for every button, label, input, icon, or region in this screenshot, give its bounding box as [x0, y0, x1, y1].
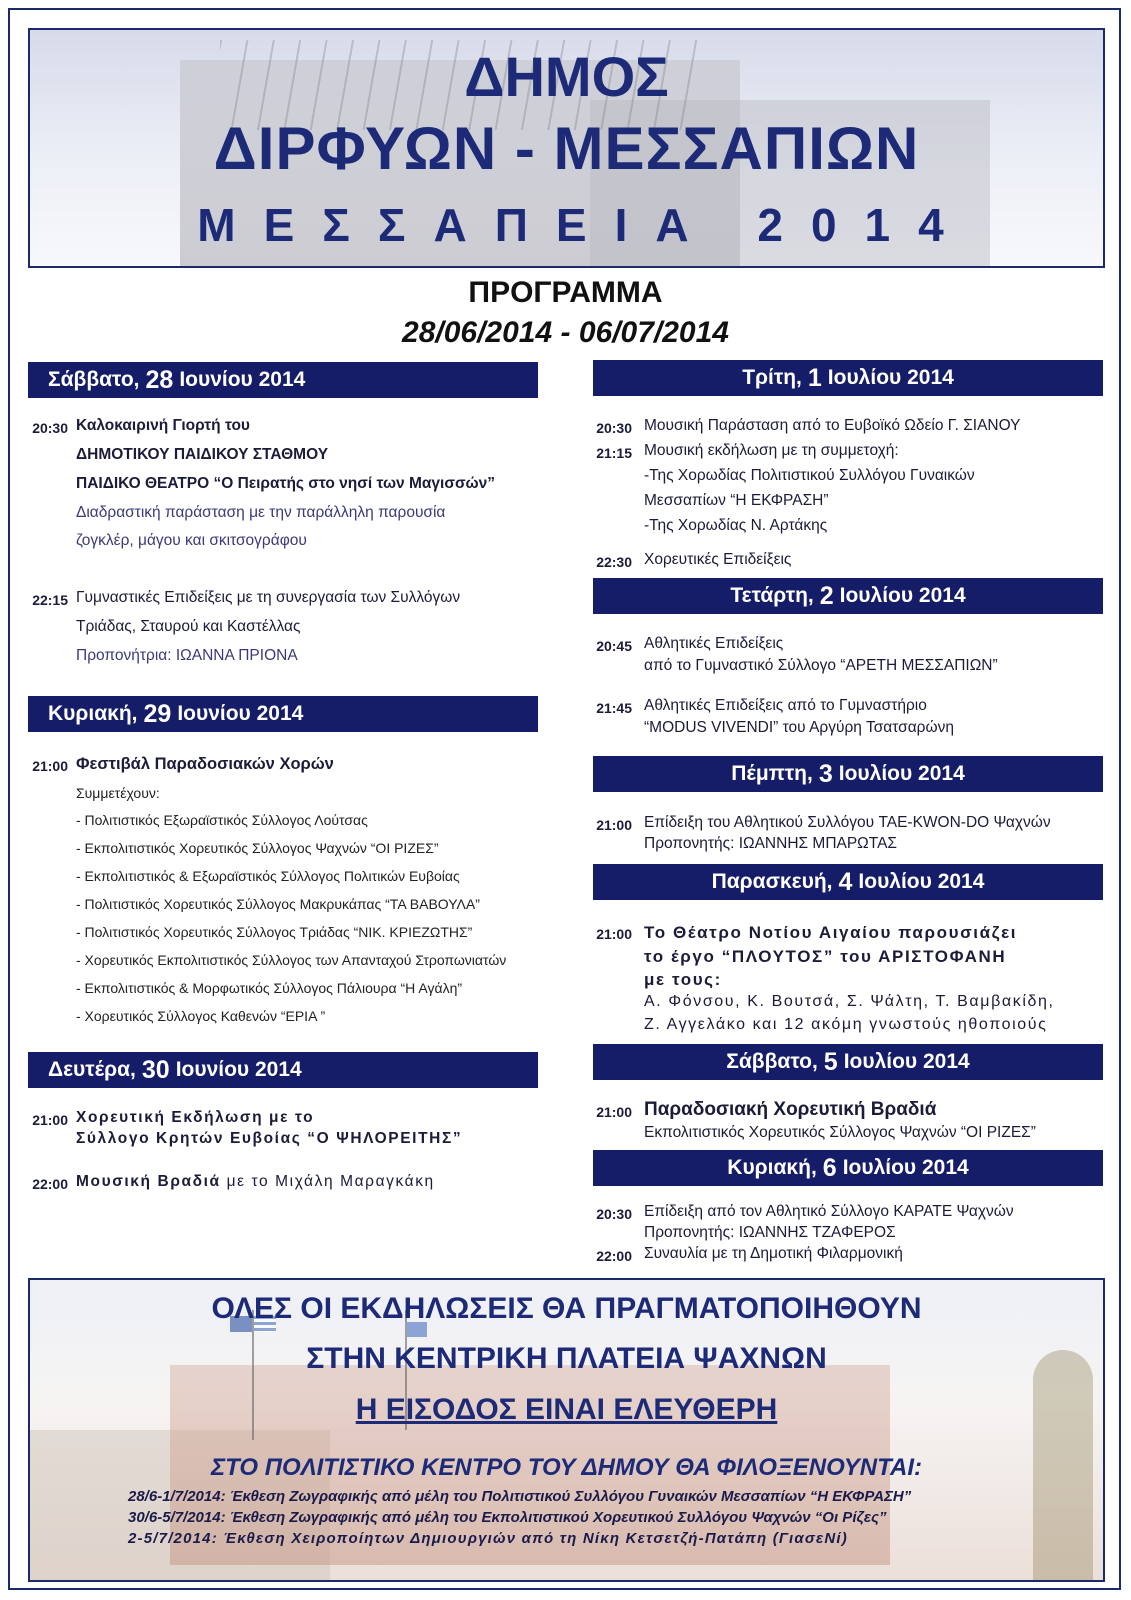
- day-name: Δευτέρα,: [48, 1058, 136, 1081]
- exhibition-item: 28/6-1/7/2014: Έκθεση Ζωγραφικής από μέλη του Πολιτιστικού Συλλόγου Γυναικών Μεσσαπίων “Η ΕΚΦΡΑΣΗ”: [128, 1488, 912, 1505]
- event-title: Γυμναστικές Επιδείξεις με τη συνεργασία των Συλλόγων: [76, 589, 461, 606]
- day-month: Ιουλίου 2014: [839, 584, 966, 607]
- day-header-mon30: [28, 1052, 538, 1088]
- day-number: 3: [818, 759, 833, 788]
- event-time: 21:15: [596, 445, 632, 461]
- day-number: 2: [819, 581, 834, 610]
- day-month: Ιουνίου 2014: [175, 1058, 302, 1081]
- municipality-label: ΔΗΜΟΣ: [464, 45, 669, 108]
- day-name: Τρίτη,: [742, 366, 802, 389]
- participants-label: Συμμετέχουν:: [76, 785, 160, 801]
- event-line: με τους:: [644, 970, 722, 989]
- day-header-sat5: [593, 1044, 1103, 1080]
- event-title: [76, 1174, 435, 1190]
- event-line: -Της Χορωδίας Πολιτιστικού Συλλόγου Γυναικών: [644, 467, 975, 484]
- event-title-rest: με το Μιχάλη Μαραγκάκη: [220, 1173, 435, 1190]
- day-month: Ιουλίου 2014: [858, 870, 985, 893]
- festival-title: ΜΕΣΣΑΠΕΙΑ 2014: [197, 199, 972, 251]
- event-line: Μεσσαπίων “Η ΕΚΦΡΑΣΗ”: [644, 492, 829, 509]
- event-description: Διαδραστική παράσταση με την παράλληλη παρουσία: [76, 504, 446, 521]
- event-line: το έργο “ΠΛΟΥΤΟΣ” του ΑΡΙΣΤΟΦΑΝΗ: [644, 947, 1007, 966]
- event-time: 20:30: [596, 420, 632, 436]
- day-name: Παρασκευή,: [711, 870, 833, 893]
- day-number: 4: [838, 867, 853, 896]
- footer-banner: [28, 1278, 1105, 1582]
- event-title: Καλοκαιρινή Γιορτή του: [76, 417, 250, 434]
- event-title: Το Θέατρο Νοτίου Αιγαίου παρουσιάζει: [644, 923, 1018, 942]
- event-cast: Ζ. Αγγελάκο και 12 ακόμη γνωστούς ηθοποιούς: [644, 1016, 1048, 1033]
- event-title: Επίδειξη του Αθλητικού Συλλόγου TAE-KWON-DO Ψαχνών: [644, 814, 1051, 831]
- participant-item: - Χορευτικός Εκπολιτιστικός Σύλλογος των Απανταχού Στροπωνιατών: [76, 952, 507, 968]
- event-title-bold: Μουσική Βραδιά: [76, 1173, 221, 1190]
- participant-item: - Εκπολιτιστικός Χορευτικός Σύλλογος Ψαχνών “ΟΙ ΡΙΖΕΣ”: [76, 840, 439, 856]
- participant-item: - Πολιτιστικός Χορευτικός Σύλλογος Τριάδας “ΝΙΚ. ΚΡΙΕΖΩΤΗΣ”: [76, 924, 473, 940]
- day-header-thu3: [593, 756, 1103, 792]
- event-time: 21:45: [596, 700, 632, 716]
- event-time: 22:00: [32, 1176, 68, 1192]
- event-time: 20:30: [32, 420, 68, 436]
- event-time: 20:30: [596, 1206, 632, 1222]
- day-header-sun6: [593, 1150, 1103, 1186]
- event-trainer: Προπονητής: ΙΩΑΝΝΗΣ ΜΠΑΡΩΤΑΣ: [644, 835, 898, 852]
- event-time: 22:00: [596, 1248, 632, 1264]
- day-number: 28: [145, 365, 174, 394]
- participant-item: - Πολιτιστικός Χορευτικός Σύλλογος Μακρυκάπας “ΤΑ ΒΑΒΟΥΛΑ”: [76, 896, 480, 912]
- participant-item: - Πολιτιστικός Εξωραϊστικός Σύλλογος Λούτσας: [76, 812, 368, 828]
- event-title: Επίδειξη από τον Αθλητικό Σύλλογο ΚΑΡΑΤΕ Ψαχνών: [644, 1203, 1014, 1220]
- event-title: Μουσική εκδήλωση με τη συμμετοχή:: [644, 442, 899, 459]
- event-title: Αθλητικές Επιδείξεις: [644, 635, 784, 652]
- day-name: Σάββατο,: [726, 1050, 818, 1073]
- event-time: 21:00: [596, 1104, 632, 1120]
- day-name: Σάββατο,: [48, 368, 140, 391]
- day-month: Ιουλίου 2014: [842, 1156, 969, 1179]
- event-trainer: Προπονήτρια: ΙΩΑΝΝΑ ΠΡΙΟΝΑ: [76, 647, 298, 664]
- event-title: Φεστιβάλ Παραδοσιακών Χορών: [76, 755, 334, 773]
- day-header-fri4: [593, 864, 1103, 900]
- participant-item: - Εκπολιτιστικός & Εξωραϊστικός Σύλλογος Πολιτικών Ευβοίας: [76, 868, 460, 884]
- day-month: Ιουνίου 2014: [179, 368, 306, 391]
- event-line: Εκπολιτιστικός Χορευτικός Σύλλογος Ψαχνών “ΟΙ ΡΙΖΕΣ”: [644, 1124, 1036, 1141]
- event-title: Συναυλία με τη Δημοτική Φιλαρμονική: [644, 1245, 903, 1262]
- event-time: 22:30: [596, 554, 632, 570]
- exhibition-item: 30/6-5/7/2014: Έκθεση Ζωγραφικής από μέλη του Εκπολιτιστικού Χορευτικού Συλλόγου Ψαχνών “Οι Ρίζες”: [128, 1509, 887, 1526]
- event-line: -Της Χορωδίας Ν. Αρτάκης: [644, 517, 828, 534]
- event-title: Χορευτικές Επιδείξεις: [644, 551, 792, 568]
- day-header-sat28: [28, 362, 538, 398]
- participant-item: - Χορευτικός Σύλλογος Καθενών “ΕΡΙΑ ”: [76, 1008, 326, 1024]
- day-header-sun29: [28, 696, 538, 732]
- exhibition-item: 2-5/7/2014: Έκθεση Χειροποίητων Δημιουργιών από τη Νίκη Κετσετζή-Πατάπη (ΓιασεΝί): [128, 1530, 848, 1547]
- header-banner: [28, 28, 1105, 268]
- event-trainer: Προπονητής: ΙΩΑΝΝΗΣ ΤΖΑΦΕΡΟΣ: [644, 1224, 896, 1241]
- day-month: Ιουνίου 2014: [177, 702, 304, 725]
- exhibitions-heading: ΣΤΟ ΠΟΛΙΤΙΣΤΙΚΟ ΚΕΝΤΡΟ ΤΟΥ ΔΗΜΟΥ ΘΑ ΦΙΛΟΞΕΝΟΥΝΤΑΙ:: [211, 1454, 922, 1481]
- day-number: 1: [807, 363, 822, 392]
- event-line: Σύλλογο Κρητών Ευβοίας “Ο ΨΗΛΟΡΕΙΤΗΣ”: [76, 1130, 463, 1147]
- program-title: ΠΡΟΓΡΑΜΜΑ: [468, 276, 663, 309]
- event-line: ΠΑΙΔΙΚΟ ΘΕΑΤΡΟ “Ο Πειρατής στο νησί των Μαγισσών”: [76, 475, 496, 492]
- day-name: Τετάρτη,: [730, 584, 814, 607]
- event-time: 20:45: [596, 638, 632, 654]
- event-time: 22:15: [32, 592, 68, 608]
- municipality-name: ΔΙΡΦΥΩΝ - ΜΕΣΣΑΠΙΩΝ: [213, 115, 920, 182]
- day-month: Ιουλίου 2014: [827, 366, 954, 389]
- event-time: 21:00: [32, 1112, 68, 1128]
- day-name: Πέμπτη,: [731, 762, 813, 785]
- program-dates: 28/06/2014 - 06/07/2014: [402, 316, 729, 349]
- day-name: Κυριακή,: [48, 702, 138, 725]
- event-time: 21:00: [596, 817, 632, 833]
- participant-item: - Εκπολιτιστικός & Μορφωτικός Σύλλογος Πάλιουρα “Η Αγάλη”: [76, 980, 463, 996]
- day-number: 30: [141, 1055, 170, 1084]
- venue-notice: ΟΛΕΣ ΟΙ ΕΚΔΗΛΩΣΕΙΣ ΘΑ ΠΡΑΓΜΑΤΟΠΟΙΗΘΟΥΝ: [211, 1292, 922, 1325]
- event-title: Χορευτική Εκδήλωση με το: [76, 1109, 315, 1126]
- event-title: Αθλητικές Επιδείξεις από το Γυμναστήριο: [644, 697, 927, 714]
- day-number: 29: [143, 699, 172, 728]
- event-title: Μουσική Παράσταση από το Ευβοϊκό Ωδείο Γ. ΣΙΑΝΟΥ: [644, 417, 1021, 434]
- day-month: Ιουλίου 2014: [843, 1050, 970, 1073]
- free-entry-notice: Η ΕΙΣΟΔΟΣ ΕΙΝΑΙ ΕΛΕΥΘΕΡΗ: [355, 1393, 778, 1426]
- day-header-wed2: [593, 578, 1103, 614]
- event-line: ΔΗΜΟΤΙΚΟΥ ΠΑΙΔΙΚΟΥ ΣΤΑΘΜΟΥ: [76, 446, 329, 463]
- day-month: Ιουλίου 2014: [838, 762, 965, 785]
- event-description: ζογκλέρ, μάγου και σκιτσογράφου: [76, 532, 307, 549]
- day-header-tue1: [593, 360, 1103, 396]
- day-number: 5: [823, 1047, 838, 1076]
- event-title: Παραδοσιακή Χορευτική Βραδιά: [644, 1099, 937, 1120]
- event-cast: Α. Φόνσου, Κ. Βουτσά, Σ. Ψάλτη, Τ. Βαμβακίδη,: [644, 993, 1055, 1010]
- event-time: 21:00: [32, 758, 68, 774]
- day-number: 6: [822, 1153, 837, 1182]
- day-name: Κυριακή,: [727, 1156, 817, 1179]
- event-line: από το Γυμναστικό Σύλλογο “ΑΡΕΤΗ ΜΕΣΣΑΠΙΩΝ”: [644, 657, 998, 674]
- venue-name: ΣΤΗΝ ΚΕΝΤΡΙΚΗ ΠΛΑΤΕΙΑ ΨΑΧΝΩΝ: [306, 1342, 827, 1375]
- event-line: “MODUS VIVENDI” του Αργύρη Τσατσαρώνη: [644, 719, 954, 736]
- event-time: 21:00: [596, 926, 632, 942]
- event-line: Τριάδας, Σταυρού και Καστέλλας: [76, 618, 301, 635]
